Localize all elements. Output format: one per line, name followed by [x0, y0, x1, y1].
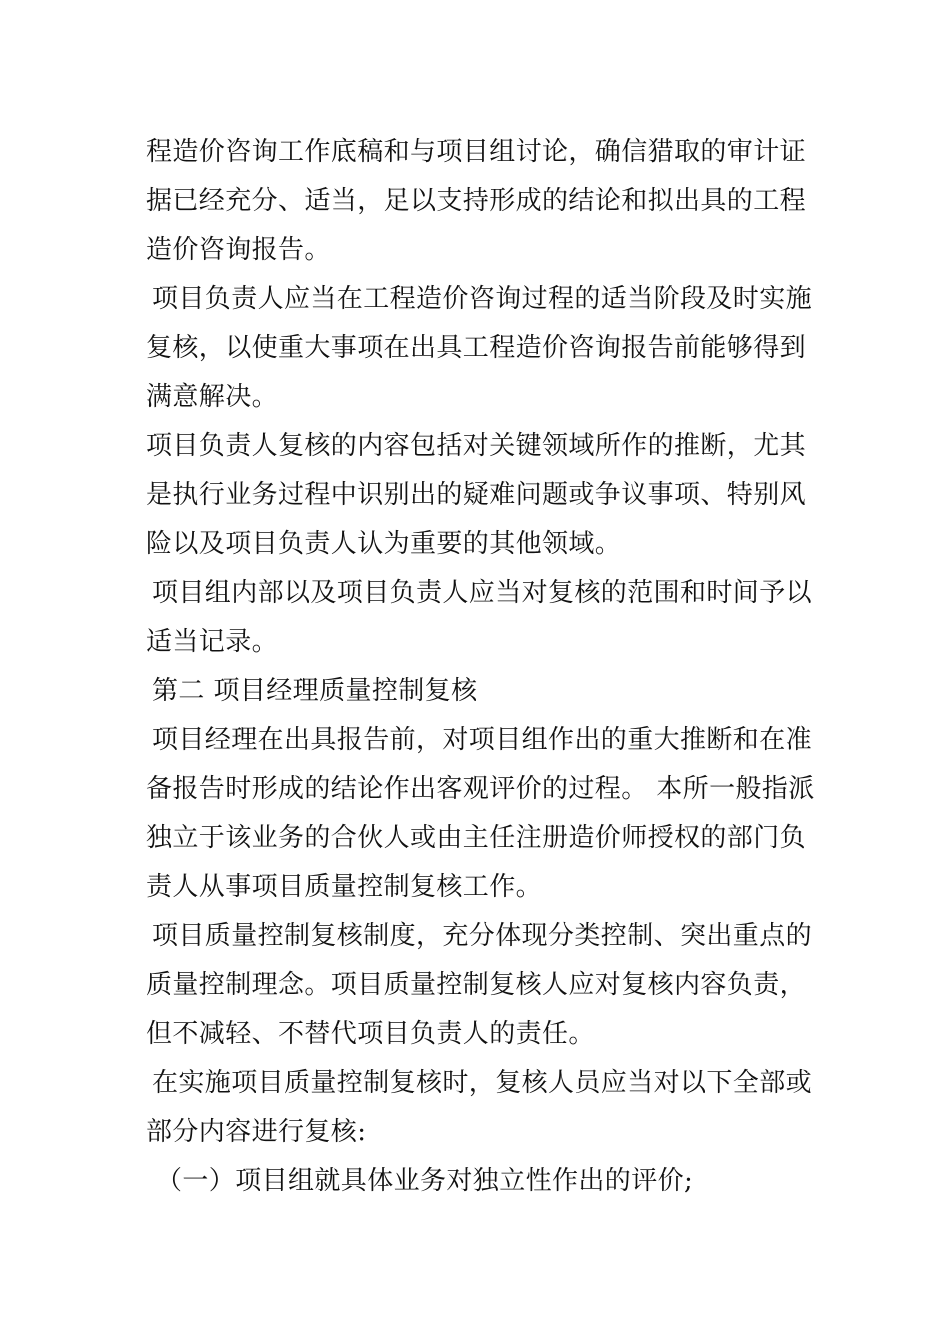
text-line: 是执行业务过程中识别出的疑难问题或争议事项、特别风 — [146, 480, 807, 510]
text-line: 部分内容进行复核: — [146, 1117, 367, 1147]
text-line: 适当记录。 — [146, 627, 279, 657]
text-line: 险以及项目负责人认为重要的其他领域。 — [146, 529, 622, 559]
text-line: 质量控制理念。项目质量控制复核人应对复核内容负责， — [146, 970, 807, 1000]
text-line: 满意解决。 — [146, 382, 279, 412]
text-line: 据已经充分、适当，足以支持形成的结论和拟出具的工程 — [146, 186, 807, 216]
paragraph-start-line: 项目质量控制复核制度，充分体现分类控制、突出重点的 — [152, 921, 813, 951]
text-line: 独立于该业务的合伙人或由主任注册造价师授权的部门负 — [146, 823, 807, 853]
text-line: 备报告时形成的结论作出客观评价的过程。 本所一般指派 — [146, 774, 815, 804]
paragraph-start-line: 在实施项目质量控制复核时，复核人员应当对以下全部或 — [152, 1068, 813, 1098]
text-line: 造价咨询报告。 — [146, 235, 331, 265]
paragraph-start-line: 项目经理在出具报告前，对项目组作出的重大推断和在准 — [152, 725, 813, 755]
paragraph-start-line: 项目负责人复核的内容包括对关键领域所作的推断，尤其 — [146, 431, 807, 461]
text-line: 但不减轻、不替代项目负责人的责任。 — [146, 1019, 595, 1049]
list-item: （一）项目组就具体业务对独立性作出的评价; — [156, 1166, 694, 1196]
paragraph-start-line: 项目组内部以及项目负责人应当对复核的范围和时间予以 — [152, 578, 813, 608]
text-line: 程造价咨询工作底稿和与项目组讨论，确信猎取的审计证 — [146, 137, 807, 167]
text-line: 责人从事项目质量控制复核工作。 — [146, 872, 543, 902]
document-body — [146, 128, 826, 1206]
text-line: 复核，以使重大事项在出具工程造价咨询报告前能够得到 — [146, 333, 807, 363]
paragraph-start-line: 项目负责人应当在工程造价咨询过程的适当阶段及时实施 — [152, 284, 813, 314]
section-heading: 第二 项目经理质量控制复核 — [152, 676, 478, 706]
